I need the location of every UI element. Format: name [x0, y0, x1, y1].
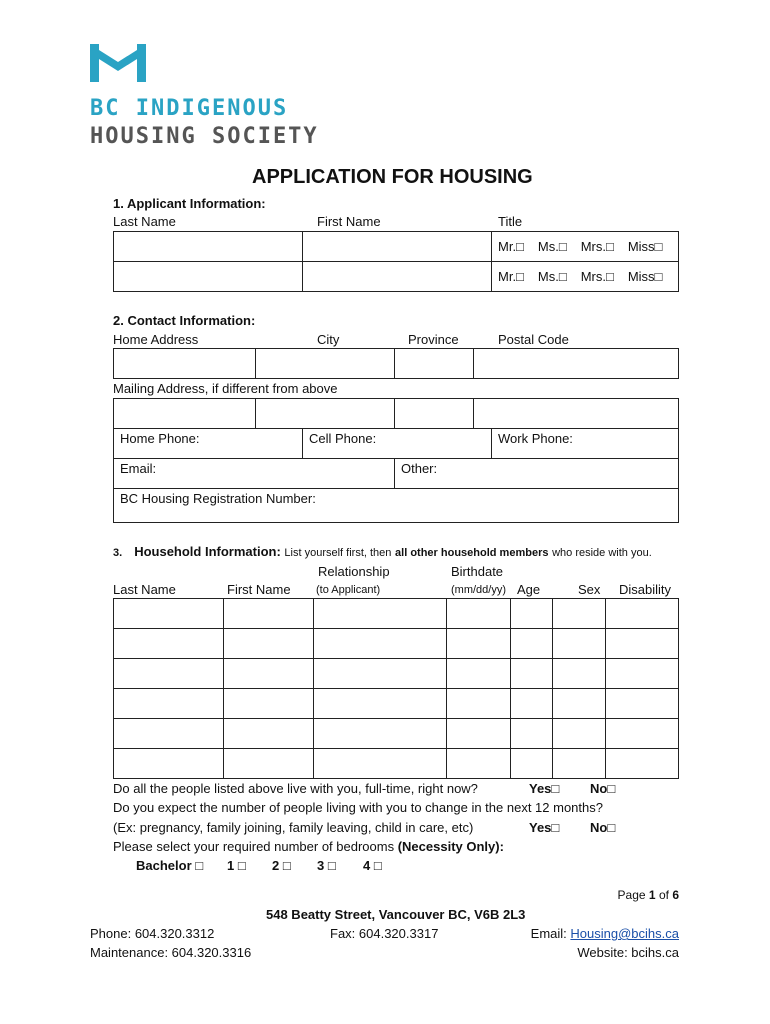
- hh-birthdate-cell[interactable]: [447, 599, 511, 629]
- title-options-2[interactable]: [492, 262, 679, 292]
- table-row: [114, 749, 679, 779]
- col-hh-last-name: Last Name: [113, 582, 176, 597]
- col-first-name: First Name: [317, 214, 381, 229]
- hh-relationship-cell[interactable]: [314, 629, 447, 659]
- mailing-city-field[interactable]: [256, 399, 395, 429]
- col-last-name: Last Name: [113, 214, 176, 229]
- section3-heading: [113, 544, 652, 559]
- q2-yes-checkbox[interactable]: Yes□: [529, 820, 560, 835]
- col-age: Age: [517, 582, 541, 597]
- section2-heading: 2. Contact Information:: [113, 313, 256, 328]
- cell-phone-field[interactable]: [303, 429, 492, 459]
- table-row: [114, 719, 679, 749]
- org-name-line2: HOUSING SOCIETY: [90, 124, 319, 149]
- hh-age-cell[interactable]: [511, 629, 553, 659]
- hh-last-name-cell[interactable]: [114, 629, 224, 659]
- city-field[interactable]: [256, 349, 395, 379]
- hh-birthdate-cell[interactable]: [447, 629, 511, 659]
- contact-table: [113, 398, 679, 429]
- province-field[interactable]: [395, 349, 474, 379]
- applicant-first-name-2[interactable]: [303, 262, 492, 292]
- work-phone-field[interactable]: [492, 429, 679, 459]
- work-phone-label: Work Phone:: [498, 431, 573, 446]
- col-province: Province: [408, 332, 459, 347]
- table-row: [114, 599, 679, 629]
- title-mr[interactable]: Mr.□: [498, 239, 524, 254]
- footer-phone: Phone: 604.320.3312: [90, 926, 215, 941]
- question-change-12-months: Do you expect the number of people living with you to change in the next 12 months?: [113, 800, 603, 815]
- hh-last-name-cell[interactable]: [114, 719, 224, 749]
- hh-age-cell[interactable]: [511, 659, 553, 689]
- email-table: [113, 458, 679, 489]
- col-disability: Disability: [619, 582, 672, 597]
- other-label: Other:: [401, 461, 438, 476]
- hh-last-name-cell[interactable]: [114, 659, 224, 689]
- hh-sex-cell[interactable]: [553, 689, 606, 719]
- col-sex: Sex: [578, 582, 601, 597]
- hh-first-name-cell[interactable]: [224, 719, 314, 749]
- section3-number: 3.: [113, 547, 123, 559]
- bedroom-2-checkbox[interactable]: 2 □: [272, 858, 291, 873]
- table-row: [114, 689, 679, 719]
- col-city: City: [317, 332, 340, 347]
- hh-disability-cell[interactable]: [606, 689, 679, 719]
- postal-code-field[interactable]: [474, 349, 679, 379]
- bc-housing-registration-field[interactable]: [114, 489, 679, 523]
- bc-reg-label: BC Housing Registration Number:: [120, 491, 316, 506]
- mailing-postal-field[interactable]: [474, 399, 679, 429]
- col-relationship: Relationship: [318, 564, 390, 579]
- section3-title: Household Information:: [134, 544, 281, 559]
- footer-website: Website: bcihs.ca: [577, 945, 679, 960]
- table-row: [114, 659, 679, 689]
- hh-disability-cell[interactable]: [606, 629, 679, 659]
- section3-instr-pre: List yourself first, then: [284, 547, 392, 559]
- home-address-field[interactable]: [114, 349, 256, 379]
- hh-sex-cell[interactable]: [553, 719, 606, 749]
- hh-first-name-cell[interactable]: [224, 599, 314, 629]
- question-live-with-you: Do all the people listed above live with you, full-time, right now?: [113, 781, 478, 796]
- col-birthdate: Birthdate: [451, 564, 504, 579]
- bedroom-bachelor-checkbox[interactable]: Bachelor □: [136, 858, 204, 873]
- col-postal-code: Postal Code: [498, 332, 569, 347]
- hh-birthdate-cell[interactable]: [447, 749, 511, 779]
- col-hh-first-name: First Name: [227, 582, 291, 597]
- mailing-address-field[interactable]: [114, 399, 256, 429]
- hh-disability-cell[interactable]: [606, 719, 679, 749]
- home-phone-label: Home Phone:: [120, 431, 200, 446]
- hh-relationship-cell[interactable]: [314, 599, 447, 629]
- footer-address: 548 Beatty Street, Vancouver BC, V6B 2L3: [266, 907, 526, 922]
- col-title: Title: [498, 214, 523, 229]
- hh-first-name-cell[interactable]: [224, 749, 314, 779]
- section1-heading: 1. Applicant Information:: [113, 196, 266, 211]
- title-mr[interactable]: Mr.□: [498, 269, 524, 284]
- hh-disability-cell[interactable]: [606, 599, 679, 629]
- title-options-1[interactable]: [492, 232, 679, 262]
- hh-age-cell[interactable]: [511, 749, 553, 779]
- title-ms[interactable]: Ms.□: [537, 269, 567, 284]
- bedroom-3-checkbox[interactable]: 3 □: [317, 858, 336, 873]
- hh-age-cell[interactable]: [511, 719, 553, 749]
- hh-disability-cell[interactable]: [606, 749, 679, 779]
- footer-fax: Fax: 604.320.3317: [330, 926, 439, 941]
- email-label: Email:: [120, 461, 157, 476]
- hh-relationship-cell[interactable]: [314, 749, 447, 779]
- org-logo: [90, 44, 146, 85]
- hh-birthdate-cell[interactable]: [447, 659, 511, 689]
- title-miss[interactable]: Miss□: [627, 269, 663, 284]
- mailing-address-label: Mailing Address, if different from above: [113, 381, 338, 396]
- hh-first-name-cell[interactable]: [224, 629, 314, 659]
- hh-age-cell[interactable]: [511, 599, 553, 629]
- section3-instr-bold: all other household members: [395, 547, 549, 559]
- question-bedrooms: [113, 839, 504, 854]
- hh-relationship-cell[interactable]: [314, 719, 447, 749]
- hh-relationship-cell[interactable]: [314, 689, 447, 719]
- house-h-logo-icon: [90, 44, 146, 82]
- col-relationship-sub: (to Applicant): [316, 584, 381, 596]
- applicant-table: [113, 231, 679, 292]
- title-mrs[interactable]: Mrs.□: [580, 239, 614, 254]
- section3-instr-post: who reside with you.: [552, 547, 652, 559]
- title-ms[interactable]: Ms.□: [537, 239, 567, 254]
- household-table: [113, 598, 679, 779]
- hh-age-cell[interactable]: [511, 689, 553, 719]
- applicant-first-name-1[interactable]: [303, 232, 492, 262]
- hh-last-name-cell[interactable]: [114, 599, 224, 629]
- bedrooms-necessity: (Necessity Only):: [397, 839, 504, 854]
- col-home-address: Home Address: [113, 332, 199, 347]
- page-label: Page: [617, 888, 646, 902]
- hh-birthdate-cell[interactable]: [447, 689, 511, 719]
- bedroom-4-checkbox[interactable]: 4 □: [363, 858, 382, 873]
- footer-email-link[interactable]: Housing@bcihs.ca: [570, 926, 679, 941]
- other-field[interactable]: [395, 459, 679, 489]
- page-total: 6: [672, 888, 679, 902]
- hh-first-name-cell[interactable]: [224, 689, 314, 719]
- title-miss[interactable]: Miss□: [627, 239, 663, 254]
- page-number: 1: [648, 888, 656, 902]
- page-of: of: [658, 888, 669, 902]
- form-title: APPLICATION FOR HOUSING: [252, 166, 533, 188]
- hh-sex-cell[interactable]: [553, 599, 606, 629]
- mailing-province-field[interactable]: [395, 399, 474, 429]
- org-name-line1: BC INDIGENOUS: [90, 96, 289, 121]
- hh-first-name-cell[interactable]: [224, 659, 314, 689]
- q1-no-checkbox[interactable]: No□: [590, 781, 616, 796]
- applicant-last-name-2[interactable]: [114, 262, 303, 292]
- question-change-example: (Ex: pregnancy, family joining, family leaving, child in care, etc): [113, 820, 474, 835]
- footer-email: [531, 926, 679, 941]
- col-birthdate-sub: (mm/dd/yy): [451, 584, 506, 596]
- hh-birthdate-cell[interactable]: [447, 719, 511, 749]
- applicant-last-name-1[interactable]: [114, 232, 303, 262]
- home-address-table: [113, 348, 679, 379]
- page-indicator: [618, 888, 679, 902]
- home-phone-field[interactable]: [114, 429, 303, 459]
- hh-sex-cell[interactable]: [553, 749, 606, 779]
- bedrooms-text: Please select your required number of bedrooms: [113, 839, 395, 854]
- title-mrs[interactable]: Mrs.□: [580, 269, 614, 284]
- hh-disability-cell[interactable]: [606, 659, 679, 689]
- footer-email-label: Email:: [530, 926, 567, 941]
- phone-table: [113, 428, 679, 459]
- hh-sex-cell[interactable]: [553, 629, 606, 659]
- bedroom-1-checkbox[interactable]: 1 □: [227, 858, 246, 873]
- cell-phone-label: Cell Phone:: [309, 431, 377, 446]
- hh-last-name-cell[interactable]: [114, 689, 224, 719]
- footer-maintenance: Maintenance: 604.320.3316: [90, 945, 252, 960]
- bc-reg-table: [113, 488, 679, 523]
- q2-no-checkbox[interactable]: No□: [590, 820, 616, 835]
- hh-relationship-cell[interactable]: [314, 659, 447, 689]
- table-row: [114, 629, 679, 659]
- hh-last-name-cell[interactable]: [114, 749, 224, 779]
- email-field[interactable]: [114, 459, 395, 489]
- hh-sex-cell[interactable]: [553, 659, 606, 689]
- q1-yes-checkbox[interactable]: Yes□: [529, 781, 560, 796]
